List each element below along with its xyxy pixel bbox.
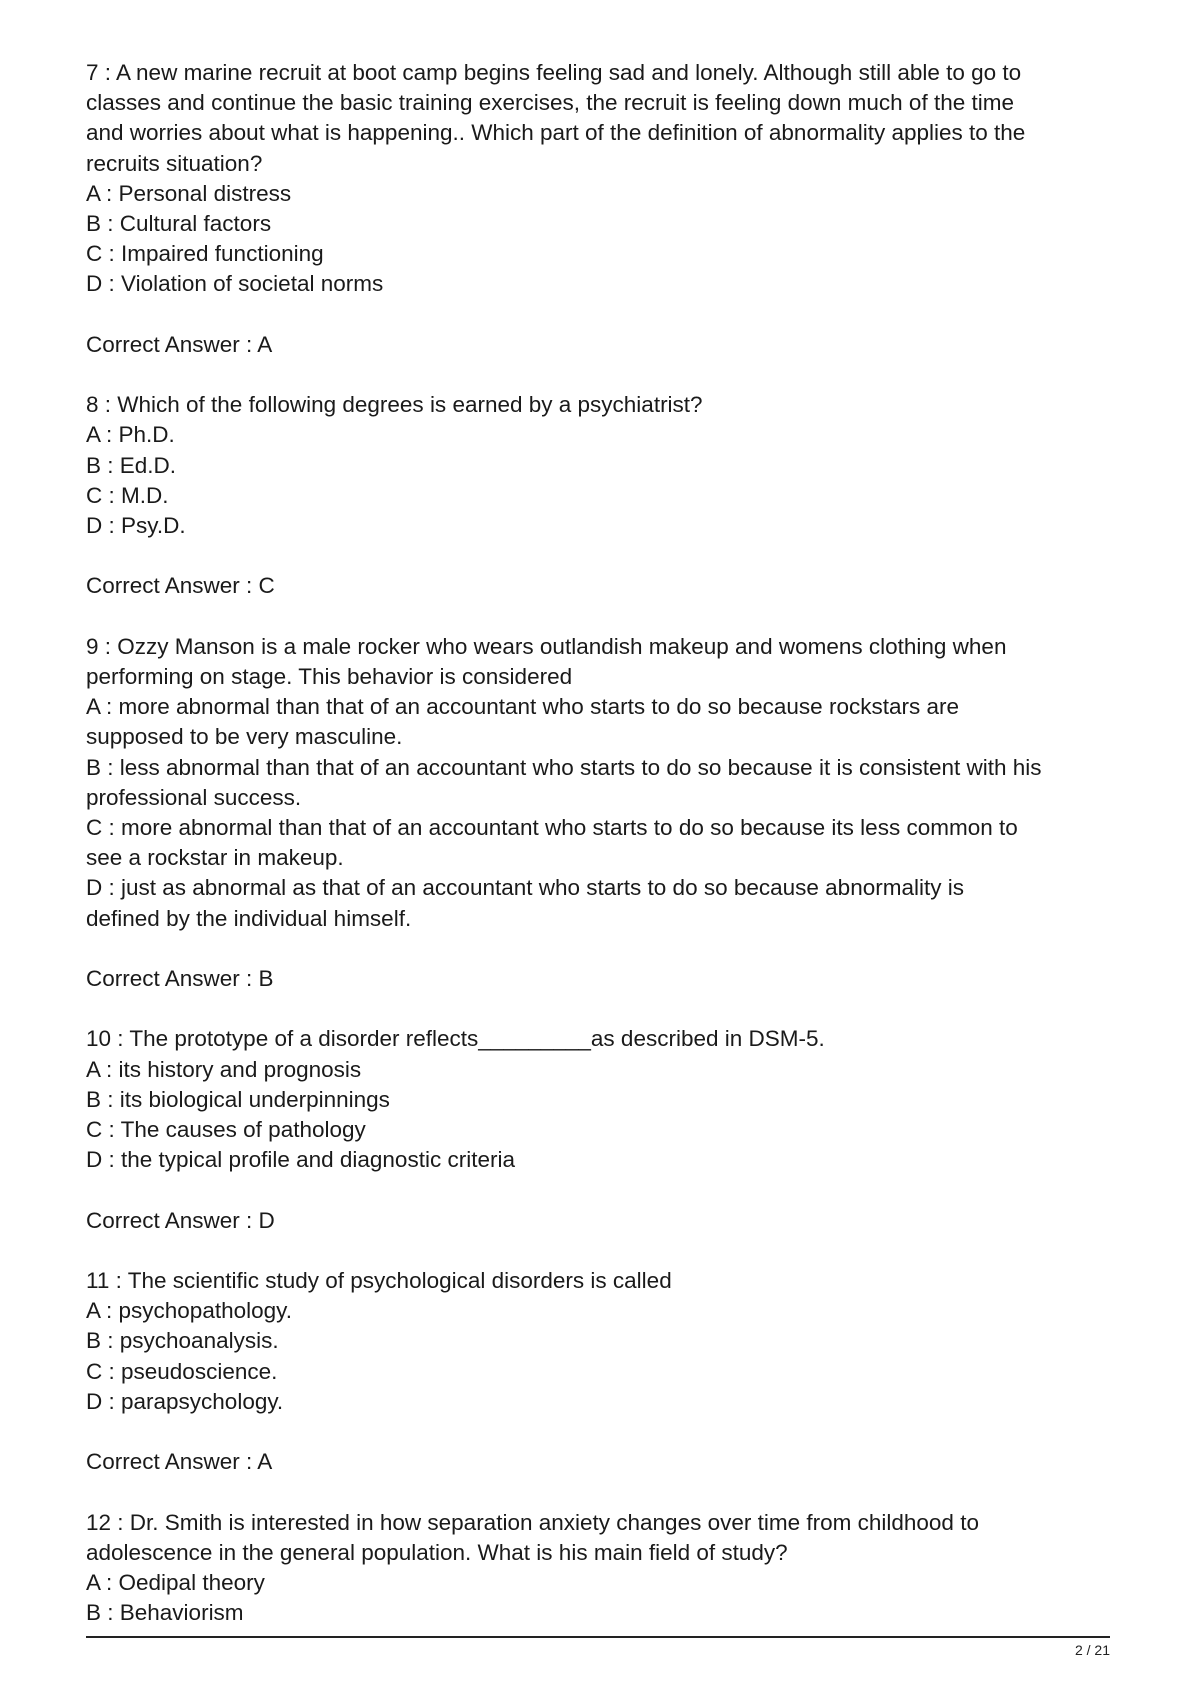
spacer bbox=[86, 360, 1116, 390]
question-line: D : Violation of societal norms bbox=[86, 271, 384, 297]
question-line: defined by the individual himself. bbox=[86, 905, 412, 931]
question-text: 10 : The prototype of a disorder reflects_________as described in DSM-5. bbox=[86, 1026, 825, 1052]
question-block bbox=[86, 390, 1116, 632]
spacer bbox=[86, 300, 1116, 330]
spacer bbox=[86, 934, 1116, 964]
footer-divider bbox=[86, 1636, 1110, 1638]
spacer bbox=[86, 1175, 1116, 1205]
question-line: B : Cultural factors bbox=[86, 211, 272, 237]
question-text: 8 : Which of the following degrees is earned by a psychiatrist? bbox=[86, 392, 703, 418]
question-line: classes and continue the basic training exercises, the recruit is feeling down much of the time bbox=[86, 90, 1014, 116]
question-line: C : pseudoscience. bbox=[86, 1358, 278, 1384]
question-line: A : more abnormal than that of an accountant who starts to do so because rockstars are bbox=[86, 694, 959, 720]
question-line: A : psychopathology. bbox=[86, 1298, 292, 1324]
correct-answer: Correct Answer : D bbox=[86, 1207, 275, 1233]
question-text: 11 : The scientific study of psychological disorders is called bbox=[86, 1268, 672, 1293]
question-line: supposed to be very masculine. bbox=[86, 724, 403, 750]
question-line: B : less abnormal than that of an accountant who starts to do so because it is consistent with his bbox=[86, 754, 1042, 780]
correct-answer: Correct Answer : A bbox=[86, 331, 273, 357]
question-line: D : Psy.D. bbox=[86, 513, 186, 539]
question-line: C : M.D. bbox=[86, 482, 169, 508]
question-block bbox=[86, 1266, 1116, 1508]
question-block bbox=[86, 58, 1116, 390]
spacer bbox=[86, 1236, 1116, 1266]
question-line: B : psychoanalysis. bbox=[86, 1328, 279, 1354]
question-line: and worries about what is happening.. Which part of the definition of abnormality applies to the bbox=[86, 120, 1026, 146]
question-line: A : its history and prognosis bbox=[86, 1056, 362, 1082]
question-line: performing on stage. This behavior is considered bbox=[86, 664, 573, 689]
spacer bbox=[86, 541, 1116, 571]
question-block bbox=[86, 1508, 1116, 1629]
question-block bbox=[86, 632, 1116, 1025]
question-line: C : more abnormal than that of an accountant who starts to do so because its less common to bbox=[86, 815, 1018, 841]
correct-answer: Correct Answer : C bbox=[86, 573, 275, 599]
question-text: 9 : Ozzy Manson is a male rocker who wears outlandish makeup and womens clothing when bbox=[86, 633, 1007, 659]
question-line: A : Oedipal theory bbox=[86, 1570, 265, 1595]
question-line: D : the typical profile and diagnostic criteria bbox=[86, 1147, 515, 1173]
spacer bbox=[86, 602, 1116, 632]
question-line: B : Behaviorism bbox=[86, 1600, 244, 1626]
question-line: C : The causes of pathology bbox=[86, 1117, 366, 1143]
spacer bbox=[86, 1477, 1116, 1507]
question-block bbox=[86, 1024, 1116, 1266]
question-line: B : its biological underpinnings bbox=[86, 1086, 390, 1112]
page-number: 2 / 21 bbox=[1074, 1642, 1110, 1658]
spacer bbox=[86, 1417, 1116, 1447]
question-line: adolescence in the general population. What is his main field of study? bbox=[86, 1539, 788, 1565]
correct-answer: Correct Answer : B bbox=[86, 966, 274, 992]
correct-answer: Correct Answer : A bbox=[86, 1449, 273, 1475]
question-line: D : parapsychology. bbox=[86, 1388, 284, 1414]
question-text: 12 : Dr. Smith is interested in how separation anxiety changes over time from childhood to bbox=[86, 1509, 979, 1535]
question-line: professional success. bbox=[86, 784, 302, 810]
question-line: recruits situation? bbox=[86, 150, 263, 176]
question-line: A : Ph.D. bbox=[86, 422, 175, 448]
spacer bbox=[86, 994, 1116, 1024]
question-line: C : Impaired functioning bbox=[86, 241, 324, 267]
question-line: B : Ed.D. bbox=[86, 452, 177, 478]
question-line: A : Personal distress bbox=[86, 180, 292, 206]
question-text: 7 : A new marine recruit at boot camp begins feeling sad and lonely. Although still able to go to bbox=[86, 60, 1022, 85]
question-list bbox=[86, 58, 1116, 1628]
question-line: D : just as abnormal as that of an accountant who starts to do so because abnormality is bbox=[86, 875, 964, 901]
question-line: see a rockstar in makeup. bbox=[86, 845, 344, 871]
